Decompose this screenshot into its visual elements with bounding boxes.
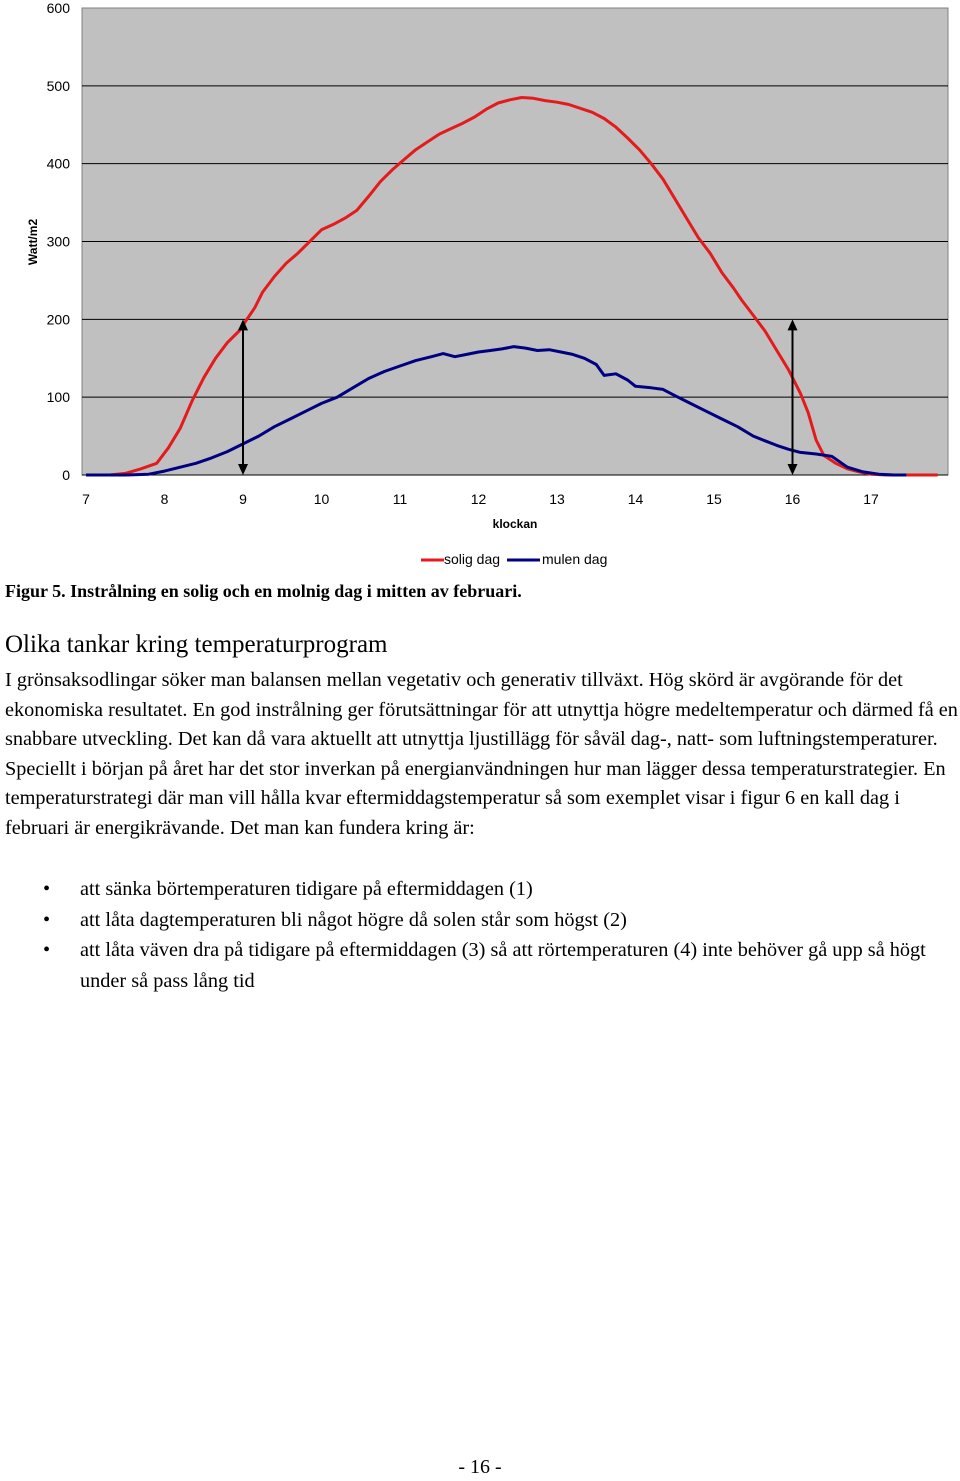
x-tick-label: 17 [863, 491, 879, 507]
legend [418, 545, 620, 571]
y-tick-label: 400 [46, 155, 70, 172]
x-axis-label: klockan [492, 517, 538, 531]
bullet-list [5, 874, 955, 996]
list-item [5, 905, 955, 936]
y-tick-label: 100 [46, 389, 70, 406]
list-item [5, 874, 955, 905]
body-paragraph: I grönsaksodlingar söker man balansen mellan vegetativ och generativ tillväxt. Hög skörd är avgörande för det ekonomiska resultatet. En god instrålning ger förutsättningar för att utnyttja högre medeltemperatur och därmed få en snabbare utveckling. Det kan då vara aktuellt att utnyttja ljustillägg för såväl dag-, natt- som luftningstemperaturer. Speciellt i början på året har det stor inverkan på energianvändningen hur man lägger dessa temperaturstrategier. En temperaturstrategi där man vill hålla kvar eftermiddagstemperatur så som exemplet visar i figur 6 en kall dag i februari är energikrävande. Det man kan fundera kring är: [5, 669, 958, 839]
x-tick-label: 11 [392, 491, 408, 507]
y-tick-label: 600 [46, 0, 70, 16]
legend-label-mulen: mulen dag [542, 551, 608, 567]
list-item-text: att sänka börtemperaturen tidigare på eftermiddagen (1) [80, 878, 533, 900]
bullet-icon: • [43, 939, 51, 961]
y-tick-label: 300 [46, 233, 70, 250]
page-number: - 16 - [458, 1456, 502, 1478]
y-tick-labels [47, 0, 71, 483]
irradiance-chart [0, 0, 960, 575]
y-tick-label: 200 [46, 311, 70, 328]
figure-caption: Figur 5. Instrålning en solig och en molnig dag i mitten av februari. [5, 581, 522, 601]
x-tick-label: 10 [313, 491, 330, 507]
x-tick-labels [82, 491, 879, 507]
x-tick-label: 12 [470, 491, 487, 507]
list-item [5, 935, 955, 996]
x-tick-label: 8 [160, 491, 169, 507]
x-tick-label: 15 [706, 491, 722, 507]
list-item-text: att låta väven dra på tidigare på eftermiddagen (3) så att rörtemperaturen (4) inte behöver gå upp så högt under så pass lång tid [80, 939, 926, 992]
bullet-icon: • [43, 878, 51, 900]
y-tick-label: 500 [46, 77, 70, 94]
x-tick-label: 14 [627, 491, 644, 507]
x-tick-label: 7 [82, 491, 90, 507]
x-tick-label: 9 [239, 491, 247, 507]
list-item-text: att låta dagtemperaturen bli något högre då solen står som högst (2) [80, 908, 627, 931]
bullet-icon: • [43, 908, 51, 931]
section-heading: Olika tankar kring temperaturprogram [5, 631, 388, 658]
y-axis-label: Watt/m2 [26, 218, 40, 266]
legend-label-solig: solig dag [444, 551, 501, 567]
y-tick-label: 0 [62, 467, 70, 483]
x-tick-label: 13 [549, 491, 565, 507]
x-tick-label: 16 [784, 491, 801, 507]
